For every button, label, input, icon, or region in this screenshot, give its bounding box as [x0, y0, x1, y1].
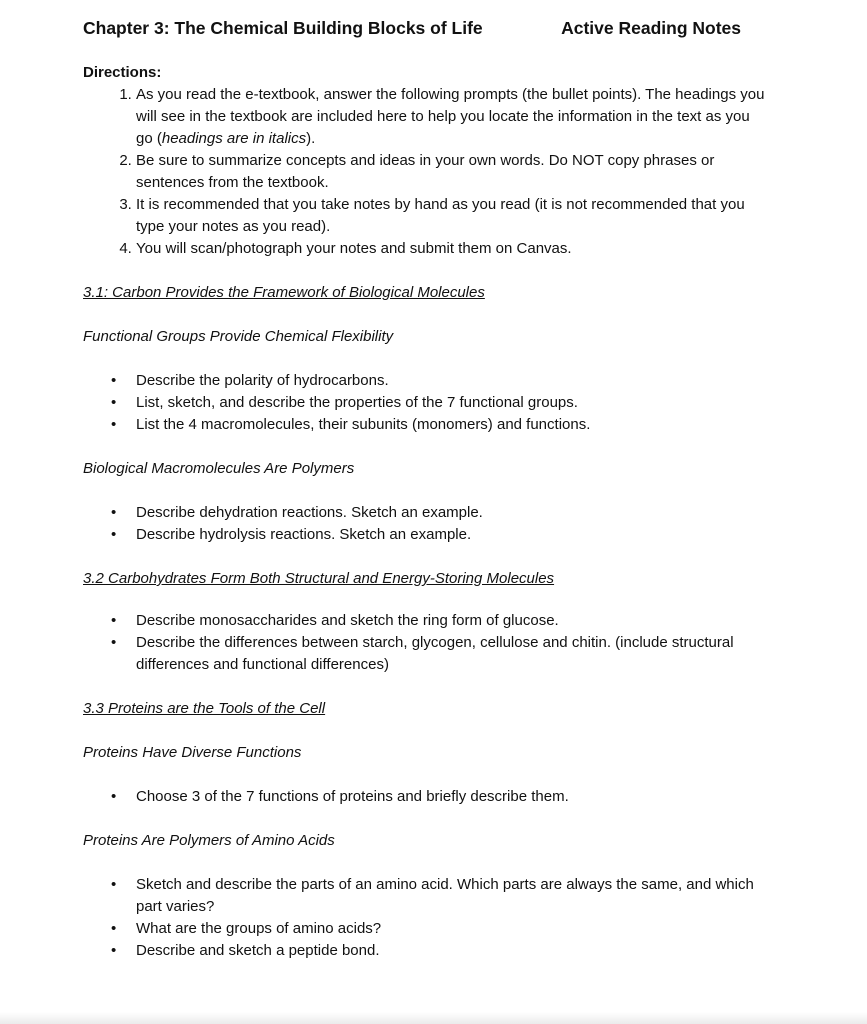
directions-list: [83, 84, 783, 260]
section-heading-3-2: 3.2 Carbohydrates Form Both Structural and Energy-Storing Molecules: [83, 570, 555, 587]
page-bottom-shadow: [0, 1012, 867, 1024]
subheading-macromolecules: Biological Macromolecules Are Polymers: [83, 460, 355, 477]
subheading-functional-groups: Functional Groups Provide Chemical Flexibility: [83, 328, 394, 345]
directions-item: 3. It is recommended that you take notes by hand as you read (it is not recommended that you type your notes as you read).: [136, 194, 766, 238]
section-heading-3-3: 3.3 Proteins are the Tools of the Cell: [83, 700, 326, 717]
list-item: • What are the groups of amino acids?: [136, 918, 766, 940]
subheading-amino-acids: Proteins Are Polymers of Amino Acids: [83, 832, 335, 849]
list-item: • List, sketch, and describe the properties of the 7 functional groups.: [136, 392, 766, 414]
list-item: • Describe and sketch a peptide bond.: [136, 940, 766, 962]
list-item: • Describe the polarity of hydrocarbons.: [136, 370, 766, 392]
directions-label: Directions:: [83, 64, 162, 81]
bullet-list: [83, 370, 783, 436]
bullet-list: [83, 502, 783, 546]
directions-item: 4. You will scan/photograph your notes and submit them on Canvas.: [136, 238, 766, 260]
document-subtitle: Active Reading Notes: [561, 18, 741, 38]
italic-note: headings are in italics: [161, 130, 307, 147]
bullet-list: [83, 786, 783, 808]
list-item: • Describe dehydration reactions. Sketch an example.: [136, 502, 766, 524]
bullet-list: [83, 874, 783, 962]
bullet-list: [83, 610, 783, 676]
document-title: Chapter 3: The Chemical Building Blocks of Life: [83, 18, 483, 38]
directions-item: 1. As you read the e-textbook, answer the following prompts (the bullet points). The headings you will see in the textbook are included here to help you locate the information in the text as you go (headings are in italics).: [136, 84, 766, 150]
document-header: [83, 16, 741, 40]
list-item: • Sketch and describe the parts of an amino acid. Which parts are always the same, and which part varies?: [136, 874, 766, 918]
list-item: • List the 4 macromolecules, their subunits (monomers) and functions.: [136, 414, 766, 436]
directions-item: 2. Be sure to summarize concepts and ideas in your own words. Do NOT copy phrases or sentences from the textbook.: [136, 150, 766, 194]
section-heading-3-1: 3.1: Carbon Provides the Framework of Biological Molecules: [83, 284, 485, 301]
document-page: [83, 16, 783, 962]
list-item: • Describe hydrolysis reactions. Sketch an example.: [136, 524, 766, 546]
list-item: • Choose 3 of the 7 functions of proteins and briefly describe them.: [136, 786, 766, 808]
list-item: • Describe the differences between starch, glycogen, cellulose and chitin. (include structural differences and functional differences): [136, 632, 766, 676]
list-item: • Describe monosaccharides and sketch the ring form of glucose.: [136, 610, 766, 632]
subheading-protein-functions: Proteins Have Diverse Functions: [83, 744, 302, 761]
